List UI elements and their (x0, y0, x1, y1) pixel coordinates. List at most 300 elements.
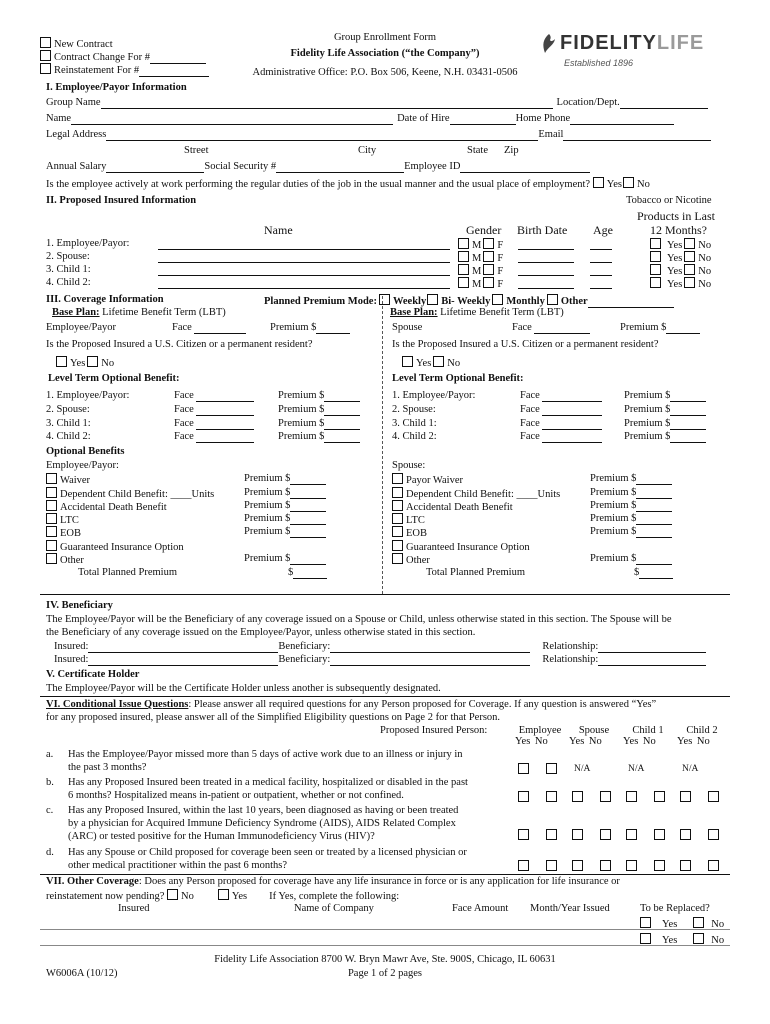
employee-total-dollar: $ (288, 567, 294, 578)
level-employee-face-field[interactable] (196, 405, 254, 416)
spouse-benefit-option (392, 526, 427, 540)
answer-no-checkbox[interactable] (600, 829, 611, 840)
gender-m-label: M (472, 279, 482, 290)
other-coverage-line-1[interactable] (40, 929, 730, 930)
question-letter: c. (46, 805, 54, 816)
spouse-benefit-checkbox[interactable] (392, 553, 403, 564)
answer-yes-checkbox[interactable] (518, 791, 529, 802)
section-7-line-1 (46, 876, 620, 888)
name-field[interactable] (71, 114, 393, 125)
spouse-benefit-checkbox[interactable] (392, 500, 403, 511)
employee-benefit-premium-field[interactable] (290, 554, 326, 565)
col-yes-label: Yes (677, 736, 693, 747)
answer-no-checkbox[interactable] (654, 791, 665, 802)
employee-benefit-option (46, 473, 90, 487)
legal-address-field[interactable] (106, 130, 538, 141)
section-7-text-1: : Does any Person proposed for coverage have any life insurance in force or is any application for life insurance or (138, 876, 620, 887)
group-name-label: Group Name (46, 97, 101, 108)
level-spouse-face-field[interactable] (542, 405, 602, 416)
section-5-title: V. Certificate Holder (46, 669, 140, 680)
level-employee-face-field[interactable] (196, 419, 254, 430)
spouse-benefit-premium-field[interactable] (636, 474, 672, 485)
birth-date-field[interactable] (518, 264, 574, 276)
address-row (46, 129, 711, 141)
employee-total-field[interactable] (288, 567, 327, 579)
beneficiary-text-1: The Employee/Payor will be the Beneficiary of any coverage issued on a Spouse or Child, unless otherwise stated in this section. The Spouse will be (46, 614, 672, 625)
answer-yes-checkbox[interactable] (518, 763, 529, 774)
tobacco-no-checkbox[interactable] (684, 264, 695, 275)
spouse-citizen-yes-checkbox[interactable] (402, 356, 413, 367)
other-coverage-line-2[interactable] (40, 945, 730, 946)
employee-benefit-checkbox[interactable] (46, 500, 57, 511)
section-3-rule (40, 594, 730, 595)
replaced-2-yes-checkbox[interactable] (640, 933, 651, 944)
replaced-2-no-checkbox[interactable] (693, 933, 704, 944)
gender-options (458, 251, 503, 265)
insured-name-field[interactable] (158, 238, 450, 250)
beneficiary-2-insured-field[interactable] (88, 655, 278, 666)
replaced-2-yes-label: Yes (662, 935, 678, 946)
employee-benefit-option (46, 500, 167, 514)
spouse-benefit-premium-field[interactable] (636, 554, 672, 565)
employee-citizen-no-label: No (101, 358, 115, 369)
tobacco-no-label: No (698, 240, 712, 251)
answer-no-checkbox[interactable] (546, 791, 557, 802)
location-field[interactable] (620, 98, 708, 109)
section-7-text-2: reinstatement now pending? (46, 891, 165, 902)
beneficiary-1-insured-label: Insured: (54, 641, 89, 652)
answer-yes-checkbox[interactable] (572, 791, 583, 802)
active-work-no-checkbox[interactable] (623, 177, 634, 188)
section-5-rule (40, 696, 730, 697)
tobacco-header-2: Products in Last (637, 209, 715, 223)
legal-address-label: Legal Address (46, 129, 107, 140)
replaced-1-yes-checkbox[interactable] (640, 917, 651, 928)
insured-name-line[interactable] (158, 265, 450, 276)
age-field[interactable] (590, 238, 612, 250)
other-coverage-no-label: No (181, 891, 194, 902)
logo-word-fidelity: FIDELITY (560, 32, 657, 54)
tobacco-yes-checkbox[interactable] (650, 264, 661, 275)
gender-f-checkbox[interactable] (483, 264, 494, 275)
spouse-benefit-checkbox[interactable] (392, 526, 403, 537)
answer-no-checkbox[interactable] (546, 860, 557, 871)
employee-benefit-option (46, 526, 81, 540)
spouse-citizen-options (402, 356, 460, 370)
level-spouse-premium-field[interactable] (670, 391, 706, 402)
answer-no-checkbox[interactable] (546, 763, 557, 774)
tobacco-no-label: No (698, 253, 712, 264)
answer-no-checkbox[interactable] (708, 829, 719, 840)
employee-premium-row (270, 322, 350, 334)
answer-yes-checkbox[interactable] (626, 829, 637, 840)
reinstatement-label: Reinstatement For # (54, 65, 140, 76)
beneficiary-2-relationship-field[interactable] (598, 655, 706, 666)
tobacco-no-checkbox[interactable] (684, 238, 695, 249)
other-mode-label: Other (560, 296, 588, 307)
level-spouse-face-field[interactable] (542, 391, 602, 402)
level-employee-face-field[interactable] (196, 432, 254, 443)
answer-no-checkbox[interactable] (654, 860, 665, 871)
employee-benefit-premium (244, 513, 326, 525)
level-spouse-face-field[interactable] (542, 419, 602, 430)
other-coverage-yes-checkbox[interactable] (218, 889, 229, 900)
answer-yes-checkbox[interactable] (680, 829, 691, 840)
level-employee-premium-field[interactable] (324, 391, 360, 402)
spouse-benefit-checkbox[interactable] (392, 473, 403, 484)
group-name-field[interactable] (101, 98, 553, 109)
spouse-face-label: Face (512, 322, 532, 333)
age-field[interactable] (590, 251, 612, 263)
employee-benefit-premium-field[interactable] (290, 527, 326, 538)
spouse-level-term-title: Level Term Optional Benefit: (392, 373, 524, 384)
age-line[interactable] (590, 252, 612, 263)
spouse-benefit-premium (590, 513, 672, 525)
beneficiary-2-field[interactable] (330, 655, 530, 666)
age-col-header: Age (593, 223, 613, 237)
employee-benefit-checkbox[interactable] (46, 540, 57, 551)
spouse-benefit-premium-field[interactable] (636, 527, 672, 538)
spouse-benefit-label: EOB (406, 528, 427, 539)
beneficiary-1-insured-field[interactable] (88, 642, 278, 653)
insured-name-field[interactable] (158, 277, 450, 289)
age-field[interactable] (590, 264, 612, 276)
replaced-1-no-checkbox[interactable] (693, 917, 704, 928)
age-line[interactable] (590, 265, 612, 276)
answer-no-checkbox[interactable] (600, 791, 611, 802)
spouse-total-line[interactable] (639, 568, 673, 579)
question-answer (572, 829, 614, 843)
spouse-premium-row (620, 322, 700, 334)
employee-benefit-label: Accidental Death Benefit (60, 502, 167, 513)
answer-no-checkbox[interactable] (654, 829, 665, 840)
answer-no-checkbox[interactable] (708, 860, 719, 871)
level-spouse-premium-label: Premium $ (624, 390, 671, 401)
employee-benefit-checkbox[interactable] (46, 513, 57, 524)
employee-benefit-checkbox[interactable] (46, 487, 57, 498)
active-work-yes-checkbox[interactable] (593, 177, 604, 188)
home-phone-field[interactable] (570, 114, 674, 125)
tobacco-no-label: No (698, 266, 712, 277)
gender-m-checkbox[interactable] (458, 251, 469, 262)
age-line[interactable] (590, 239, 612, 250)
active-work-question: Is the employee actively at work performing the regular duties of the job in the usual manner and the usual place of employment? (46, 179, 591, 190)
section-6-rule (40, 874, 730, 875)
level-employee-premium-field[interactable] (324, 419, 360, 430)
spouse-benefit-label: Payor Waiver (406, 475, 463, 486)
employee-premium-field[interactable] (316, 323, 350, 334)
employee-face-field[interactable] (194, 323, 246, 334)
admin-office: Administrative Office: P.O. Box 506, Keene, N.H. 03431-0506 (252, 67, 518, 78)
annual-salary-field[interactable] (106, 162, 204, 173)
gender-f-label: F (497, 266, 504, 277)
tobacco-yes-checkbox[interactable] (650, 277, 661, 288)
employee-benefit-label: Dependent Child Benefit: ____Units (60, 489, 215, 500)
active-work-row (46, 177, 650, 191)
level-employee-face-label: Face (174, 431, 194, 442)
spouse-benefit-option (392, 473, 463, 487)
gender-f-checkbox[interactable] (483, 238, 494, 249)
birth-date-line[interactable] (518, 265, 574, 276)
insured-name-line[interactable] (158, 278, 450, 289)
level-employee-row-label: 4. Child 2: (46, 431, 91, 442)
employee-citizen-question: Is the Proposed Insured a U.S. Citizen or a permanent resident? (46, 339, 313, 350)
level-spouse-face-label: Face (520, 418, 540, 429)
beneficiary-1-relationship-label: Relationship: (542, 641, 599, 652)
active-work-yes-label: Yes (606, 179, 622, 190)
employee-benefit-premium-field[interactable] (290, 501, 326, 512)
age-line[interactable] (590, 278, 612, 289)
question-answer (680, 829, 722, 843)
section-3-title: III. Coverage Information (46, 294, 164, 305)
answer-yes-checkbox[interactable] (680, 860, 691, 871)
biweekly-checkbox[interactable] (427, 294, 438, 305)
tobacco-options (650, 264, 711, 278)
location-label: Location/Dept. (556, 97, 620, 108)
employee-benefit-premium-field[interactable] (290, 514, 326, 525)
spouse-citizen-yes-label: Yes (416, 358, 432, 369)
spouse-base-plan-label: Base Plan: (390, 307, 438, 318)
question-answer (518, 829, 560, 843)
other-insured-header: Insured (118, 903, 150, 914)
employee-total-line[interactable] (293, 568, 327, 579)
tobacco-yes-label: Yes (667, 240, 683, 251)
answer-no-checkbox[interactable] (708, 791, 719, 802)
question-letter: a. (46, 749, 54, 760)
employee-benefit-premium (244, 553, 326, 565)
beneficiary-1-label: Beneficiary: (278, 641, 331, 652)
other-coverage-yes-label: Yes (231, 891, 248, 902)
employee-benefit-option (46, 513, 79, 527)
monthly-checkbox[interactable] (492, 294, 503, 305)
employee-benefit-premium (244, 500, 326, 512)
gender-m-checkbox[interactable] (458, 277, 469, 288)
other-mode-field[interactable] (588, 297, 674, 308)
employee-level-term-text: Level Term Optional Benefit (48, 373, 177, 384)
level-spouse-face (520, 404, 602, 416)
answer-yes-checkbox[interactable] (626, 791, 637, 802)
other-coverage-no-checkbox[interactable] (167, 889, 178, 900)
home-phone-label: Home Phone (515, 113, 571, 124)
employee-benefit-premium-label: Premium $ (244, 526, 291, 537)
spouse-benefit-checkbox[interactable] (392, 513, 403, 524)
question-col-header: Child 1 (632, 725, 664, 736)
birth-date-line[interactable] (518, 239, 574, 250)
beneficiary-2-label: Beneficiary: (278, 654, 331, 665)
insured-row-label: 3. Child 1: (46, 264, 91, 275)
ssn-label: Social Security # (204, 161, 277, 172)
tobacco-yes-label: Yes (667, 266, 683, 277)
group-name-row (46, 97, 708, 109)
col-yes-label: Yes (623, 736, 639, 747)
level-spouse-premium-field[interactable] (670, 405, 706, 416)
level-employee-face-field[interactable] (196, 391, 254, 402)
level-employee-premium-field[interactable] (324, 405, 360, 416)
spouse-citizen-no-checkbox[interactable] (433, 356, 444, 367)
employee-benefit-premium-label: Premium $ (244, 553, 291, 564)
company-name: Fidelity Life Association (“the Company”) (290, 48, 480, 59)
spouse-citizen-question: Is the Proposed Insured a U.S. Citizen or a permanent resident? (392, 339, 659, 350)
section-4-title: IV. Beneficiary (46, 600, 113, 611)
new-contract-label: New Contract (54, 39, 113, 50)
employee-benefit-premium-field[interactable] (290, 488, 326, 499)
level-spouse-face-field[interactable] (542, 432, 602, 443)
level-spouse-premium-label: Premium $ (624, 431, 671, 442)
gender-m-checkbox[interactable] (458, 238, 469, 249)
col-yes-label: Yes (569, 736, 585, 747)
other-mode-checkbox[interactable] (547, 294, 558, 305)
spouse-benefit-checkbox[interactable] (392, 540, 403, 551)
logo-established: Established 1896 (564, 58, 634, 68)
not-applicable-label: N/A (574, 764, 591, 774)
name-row (46, 113, 674, 125)
answer-yes-checkbox[interactable] (572, 829, 583, 840)
proposed-insured-label: Proposed Insured Person: (380, 725, 488, 736)
level-spouse-premium-field[interactable] (670, 419, 706, 430)
answer-yes-checkbox[interactable] (626, 860, 637, 871)
employee-benefit-checkbox[interactable] (46, 473, 57, 484)
spouse-total-field[interactable] (634, 567, 673, 579)
gender-m-label: M (472, 266, 482, 277)
spouse-face-field[interactable] (534, 323, 590, 334)
level-spouse-face (520, 390, 602, 402)
employee-face-row (172, 322, 246, 334)
level-employee-face (174, 404, 254, 416)
employee-benefit-checkbox[interactable] (46, 526, 57, 537)
question-col-header: Child 2 (686, 725, 718, 736)
insured-row-label: 1. Employee/Payor: (46, 238, 130, 249)
email-label: Email (538, 129, 564, 140)
question-text: Has any Proposed Insured, within the last 10 years, been diagnosed as having or been treated (68, 805, 459, 816)
age-field[interactable] (590, 277, 612, 289)
level-employee-premium (278, 418, 360, 430)
level-spouse-premium (624, 418, 706, 430)
birth-date-field[interactable] (518, 251, 574, 263)
employee-citizen-yes-checkbox[interactable] (56, 356, 67, 367)
employee-level-term-title: Level Term Optional Benefit: (48, 373, 180, 384)
level-employee-row-label: 2. Spouse: (46, 404, 90, 415)
spouse-base-plan-value: Lifetime Benefit Term (LBT) (440, 307, 564, 318)
employee-benefit-checkbox[interactable] (46, 553, 57, 564)
employee-base-plan (52, 307, 226, 319)
question-text: 6 months? Hospitalized means in-patient or outpatient, whether or not confined. (68, 790, 404, 801)
email-field[interactable] (563, 130, 711, 141)
spouse-benefit-checkbox[interactable] (392, 487, 403, 498)
question-answer (518, 791, 560, 805)
section-1-title: I. Employee/Payor Information (46, 82, 187, 93)
logo-word-life: LIFE (656, 32, 705, 54)
annual-salary-label: Annual Salary (46, 161, 107, 172)
spouse-level-term-text: Level Term Optional Benefit (392, 373, 521, 384)
insured-name-line[interactable] (158, 239, 450, 250)
name-col-header: Name (264, 223, 293, 237)
birth-date-line[interactable] (518, 278, 574, 289)
spouse-benefit-premium-field[interactable] (636, 488, 672, 499)
gender-m-checkbox[interactable] (458, 264, 469, 275)
col-no-label: No (588, 736, 602, 747)
spouse-benefit-premium (590, 553, 672, 565)
beneficiary-text-2: the Beneficiary of any coverage issued on the Employee/Payor, unless otherwise stated in this section. (46, 627, 476, 638)
question-answer (518, 860, 560, 874)
question-col-yes-no (677, 736, 710, 748)
employee-benefit-label: Other (60, 555, 84, 566)
biweekly-label: Bi- Weekly (441, 296, 491, 307)
insured-name-line[interactable] (158, 252, 450, 263)
gender-f-checkbox[interactable] (483, 251, 494, 262)
answer-yes-checkbox[interactable] (518, 860, 529, 871)
spouse-premium-field[interactable] (666, 323, 700, 334)
employee-benefit-premium-field[interactable] (290, 474, 326, 485)
section-6-title: VI. Conditional Issue Questions (46, 699, 189, 710)
level-spouse-face-label: Face (520, 431, 540, 442)
question-text: by a physician for Acquired Immune Deficiency Syndrome (AIDS), AIDS Related Complex (68, 818, 456, 829)
tobacco-no-checkbox[interactable] (684, 251, 695, 262)
spouse-benefit-label: Accidental Death Benefit (406, 502, 513, 513)
spouse-face-row (512, 322, 590, 334)
level-employee-row-label: 1. Employee/Payor: (46, 390, 130, 401)
insured-name-field[interactable] (158, 251, 450, 263)
level-spouse-premium-field[interactable] (670, 432, 706, 443)
ssn-field[interactable] (276, 162, 404, 173)
spouse-benefit-label: Guaranteed Insurance Option (406, 542, 530, 553)
weekly-checkbox[interactable] (379, 294, 390, 305)
beneficiary-1-field[interactable] (330, 642, 530, 653)
level-employee-row-label: 3. Child 1: (46, 418, 91, 429)
level-employee-premium-field[interactable] (324, 432, 360, 443)
gender-m-label: M (472, 253, 482, 264)
employee-benefit-premium-label: Premium $ (244, 487, 291, 498)
answer-yes-checkbox[interactable] (680, 791, 691, 802)
level-employee-premium-label: Premium $ (278, 418, 325, 429)
answer-yes-checkbox[interactable] (518, 829, 529, 840)
date-of-hire-field[interactable] (450, 114, 516, 125)
beneficiary-1-relationship-field[interactable] (598, 642, 706, 653)
employee-id-field[interactable] (460, 162, 590, 173)
birth-date-field[interactable] (518, 277, 574, 289)
level-employee-premium (278, 431, 360, 443)
answer-no-checkbox[interactable] (600, 860, 611, 871)
tobacco-header-1: Tobacco or Nicotine (626, 195, 712, 206)
question-answer (518, 763, 560, 777)
answer-no-checkbox[interactable] (546, 829, 557, 840)
spouse-benefit-premium-label: Premium $ (590, 526, 637, 537)
insured-name-field[interactable] (158, 264, 450, 276)
tobacco-no-checkbox[interactable] (684, 277, 695, 288)
gender-f-checkbox[interactable] (483, 277, 494, 288)
birth-date-field[interactable] (518, 238, 574, 250)
birth-date-line[interactable] (518, 252, 574, 263)
spouse-benefit-premium-field[interactable] (636, 501, 672, 512)
level-spouse-face-label: Face (520, 390, 540, 401)
employee-benefit-premium-label: Premium $ (244, 473, 291, 484)
level-spouse-premium (624, 404, 706, 416)
col-no-label: No (642, 736, 656, 747)
level-spouse-row-label: 4. Child 2: (392, 431, 437, 442)
spouse-benefit-premium-field[interactable] (636, 514, 672, 525)
monthly-label: Monthly (506, 296, 545, 307)
question-answer (626, 791, 668, 805)
tobacco-options (650, 238, 711, 252)
tobacco-yes-checkbox[interactable] (650, 251, 661, 262)
spouse-benefit-premium-label: Premium $ (590, 513, 637, 524)
tobacco-yes-label: Yes (667, 253, 683, 264)
tobacco-yes-checkbox[interactable] (650, 238, 661, 249)
employee-total-label: Total Planned Premium (78, 567, 178, 578)
answer-yes-checkbox[interactable] (572, 860, 583, 871)
spouse-benefit-label: Other (406, 555, 430, 566)
employee-citizen-no-checkbox[interactable] (87, 356, 98, 367)
question-text: Has any Proposed Insured been treated in a medical facility, hospitalized or disabled in the past (68, 777, 468, 788)
